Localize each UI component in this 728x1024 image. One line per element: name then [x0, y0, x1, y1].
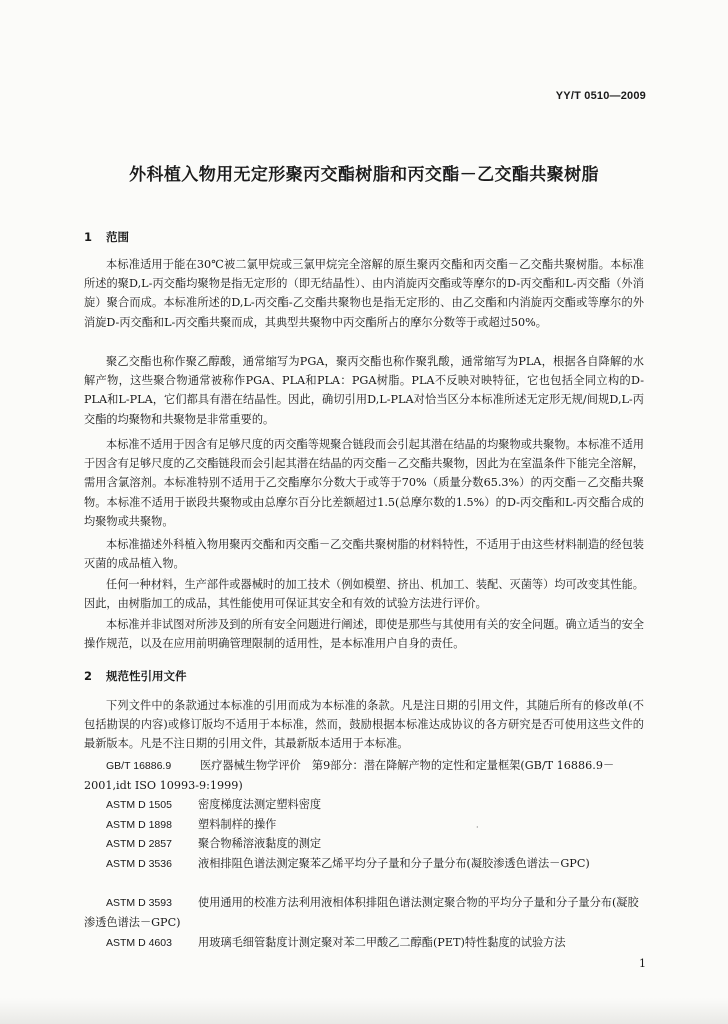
- references-intro: 下列文件中的条款通过本标准的引用而成为本标准的条款。凡是注日期的引用文件，其随后所有的修改单(不包括勘误的内容)或修订版均不适用于本标准，然而，鼓励根据本标准达成协议的各方研究是否可使用这些文件的最新版本。凡是不注日期的引用文件，其最新版本适用于本标准。: [84, 699, 644, 751]
- reference-title: 密度梯度法测定塑料密度: [198, 798, 322, 811]
- reference-code: ASTM D 4603: [106, 937, 172, 949]
- scope-paragraph-1: 本标准适用于能在30℃被二氯甲烷或三氯甲烷完全溶解的原生聚丙交酯和丙交酯－乙交酯共聚树脂。本标准所述的聚D,L-丙交酯均聚物是指无定形的（即无结晶性）、由内消旋丙交酯或等摩尔的D-丙交酯和L-丙交酯（外消旋）聚合而成。本标准所述的D,L-丙交酯-乙交酯共聚物也是指无定形的、由乙交酯和内消旋丙交酯或等摩尔的外消旋D-丙交酯和L-丙交酯共聚而成，其典型共聚物中丙交酯所占的摩尔分数等于或超过50%。: [84, 258, 644, 329]
- reference-title: 医疗器械生物学评价 第9部分：潜在降解产物的定性和定量框架(GB/T 16886.9－2001,idt ISO 10993-9:1999): [84, 759, 615, 793]
- scope-paragraph-5: 任何一种材料，生产部件或器械时的加工技术（例如模塑、挤出、机加工、装配、灭菌等）均可改变其性能。因此，由树脂加工的成品，其性能使用可保证其安全和有效的试验方法进行评价。: [84, 578, 644, 611]
- reference-title: 塑料制样的操作: [198, 818, 277, 831]
- section-number: 1: [84, 230, 93, 244]
- scope-paragraph-6: 本标准并非试图对所涉及到的所有安全问题进行阐述，即使是那些与其使用有关的安全问题。确立适当的安全操作规范，以及在应用前明确管理限制的适用性，是本标准用户自身的责任。: [84, 618, 644, 651]
- reference-item: [84, 815, 644, 835]
- section-1-heading: [84, 229, 129, 245]
- reference-title: 液相排阻色谱法测定聚苯乙烯平均分子量和分子量分布(凝胶渗透色谱法－GPC): [198, 857, 590, 870]
- reference-code: ASTM D 2857: [106, 838, 172, 850]
- reference-item: [84, 834, 644, 854]
- reference-code: ASTM D 3536: [106, 858, 172, 870]
- document-title: 外科植入物用无定形聚丙交酯树脂和丙交酯－乙交酯共聚树脂: [129, 165, 599, 185]
- scan-bottom-edge: [0, 998, 728, 1024]
- reference-code: ASTM D 1505: [106, 799, 172, 811]
- scan-speck: ·: [476, 823, 479, 832]
- page-number: 1: [639, 957, 646, 970]
- reference-code: GB/T 16886.9: [106, 760, 172, 772]
- section-title: 范围: [106, 230, 129, 244]
- reference-code: ASTM D 1898: [106, 819, 172, 831]
- reference-item: [84, 893, 644, 932]
- reference-title: 聚合物稀溶液黏度的测定: [198, 837, 322, 850]
- reference-item: [84, 795, 644, 815]
- reference-item: [84, 756, 644, 795]
- reference-code: ASTM D 3593: [106, 897, 172, 909]
- reference-title: 用玻璃毛细管黏度计测定聚对苯二甲酸乙二醇酯(PET)特性黏度的试验方法: [198, 936, 566, 949]
- reference-item: [84, 854, 644, 874]
- reference-title: 使用通用的校准方法利用液相体积排阻色谱法测定聚合物的平均分子量和分子量分布(凝胶渗透色谱法－GPC): [84, 896, 639, 930]
- section-2-heading: [84, 668, 187, 684]
- scope-paragraph-3: 本标准不适用于因含有足够尺度的丙交酯等规聚合链段而会引起其潜在结晶的均聚物或共聚物。本标准不适用于因含有足够尺度的乙交酯链段而会引起其潜在结晶的丙交酯－乙交酯共聚物，因此为在室温条件下能完全溶解，需用含氯溶剂。本标准特别不适用于乙交酯摩尔分数大于或等于70%（质量分数65.3%）的丙交酯－乙交酯共聚物。本标准不适用于嵌段共聚物或由总摩尔百分比差额超过1.5(总摩尔数的1.5%）的D-丙交酯和L-丙交酯合成的均聚物或共聚物。: [84, 438, 644, 528]
- scope-paragraph-2: 聚乙交酯也称作聚乙醇酸，通常缩写为PGA，聚丙交酯也称作聚乳酸，通常缩写为PLA，根据各自降解的水解产物，这些聚合物通常被称作PGA、PLA和PLA：PGA树脂。PLA不反映对映特征，它也包括全同立构的D-PLA和L-PLA，它们都具有潜在结晶性。因此，确切引用D,L-PLA对恰当区分本标准所述无定形无规/间规D,L-丙交酯的均聚物和共聚物是非常重要的。: [84, 355, 644, 426]
- section-title: 规范性引用文件: [106, 669, 187, 683]
- section-number: 2: [84, 669, 93, 683]
- standard-code: YY/T 0510—2009: [555, 90, 646, 102]
- reference-item: [84, 933, 644, 953]
- scope-paragraph-4: 本标准描述外科植入物用聚丙交酯和丙交酯－乙交酯共聚树脂的材料特性，不适用于由这些材料制造的经包装灭菌的成品植入物。: [84, 538, 644, 571]
